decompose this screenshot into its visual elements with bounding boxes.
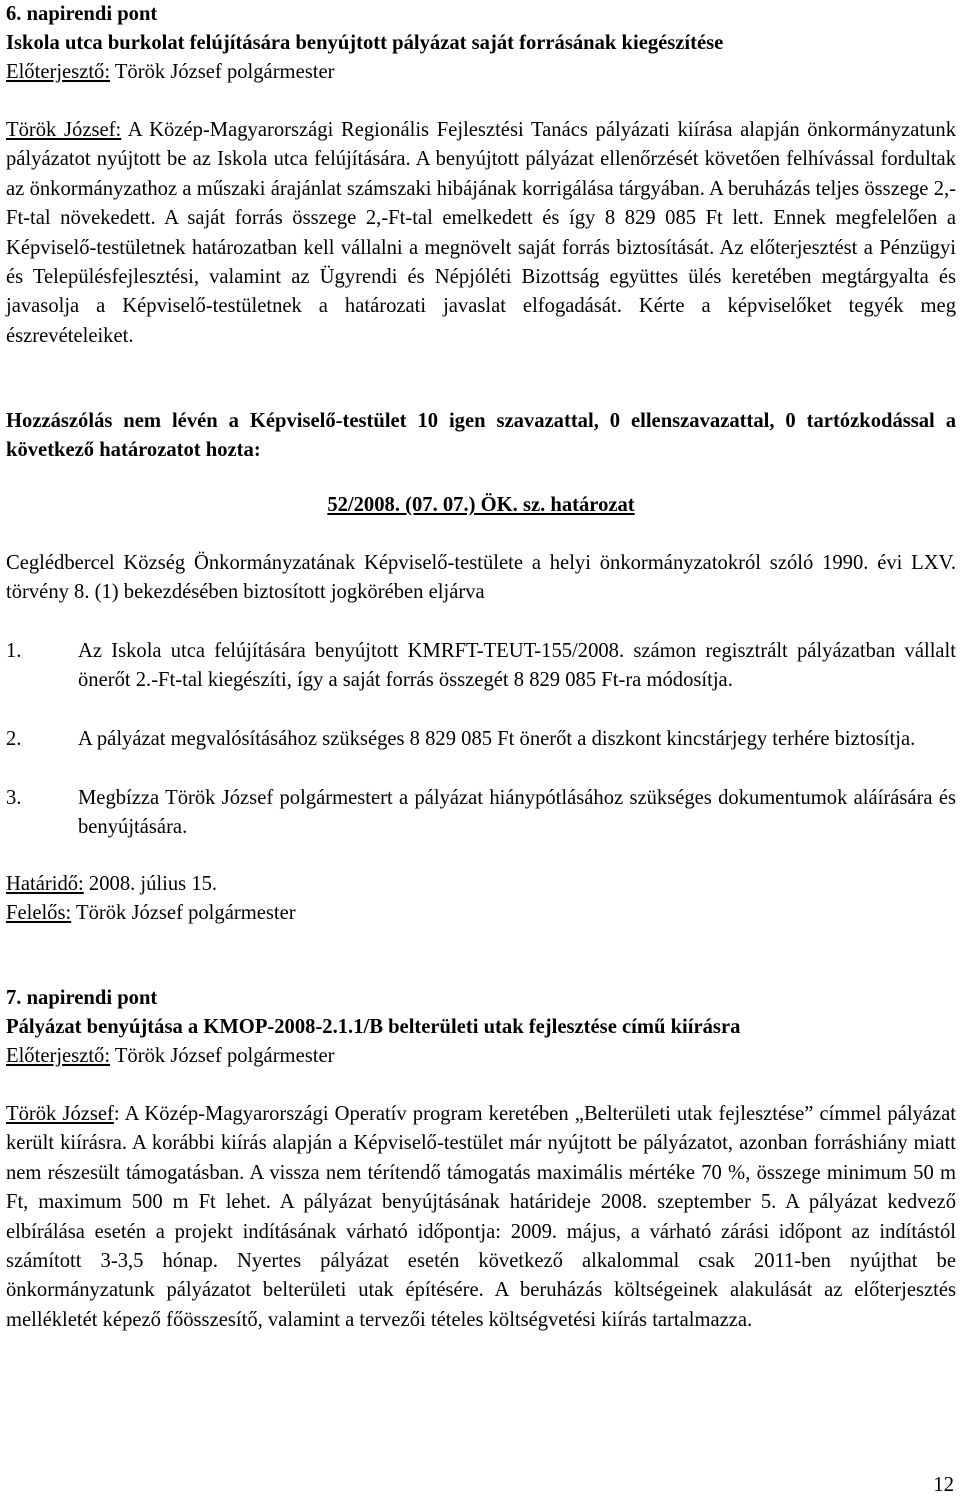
- resolution-preamble: Ceglédbercel Község Önkormányzatának Képviselő-testülete a helyi önkormányzatokról szóló 1990. évi LXV. törvény 8. (1) bekezdésében biztosított jogkörében eljárva: [6, 552, 956, 604]
- presenter-label: Előterjesztő:: [6, 61, 111, 83]
- presenter-name: Török József polgármester: [110, 61, 335, 83]
- resolution-title: 52/2008. (07. 07.) ÖK. sz. határozat: [327, 494, 635, 516]
- item-text: A pályázat megvalósításához szükséges 8 829 085 Ft önerőt a diszkont kincstárjegy terhére biztosítja.: [78, 728, 916, 750]
- section7-speech: [6, 1100, 956, 1335]
- item-text: Az Iskola utca felújítására benyújtott KMRFT-TEUT-155/2008. számon regisztrált pályázatban vállalt önerőt 2.-Ft-tal kiegészíti, így a saját forrás összegét 8 829 085 Ft-ra módosítja.: [78, 640, 956, 692]
- section7-heading: 7. napirendi pont: [6, 987, 158, 1009]
- section6-speech: [6, 116, 956, 351]
- responsible-line: [6, 899, 956, 928]
- speaker-label: Török József: [6, 1103, 114, 1125]
- section6-title: Iskola utca burkolat felújítására benyújtott pályázat saját forrásának kiegészítése: [6, 32, 724, 54]
- item-number: 3.: [6, 787, 22, 809]
- vote-statement: Hozzászólás nem lévén a Képviselő-testület 10 igen szavazattal, 0 ellenszavazattal, 0 tartózkodással a következő határozatot hozta:: [6, 410, 956, 462]
- resolution-items: [6, 637, 956, 837]
- deadline-label: Határidő:: [6, 873, 84, 895]
- section7-title: Pályázat benyújtása a KMOP-2008-2.1.1/B belterületi utak fejlesztése című kiírásra: [6, 1016, 741, 1038]
- presenter-label: Előterjesztő:: [6, 1045, 111, 1067]
- presenter-name: Török József polgármester: [110, 1045, 335, 1067]
- section7-presenter: [6, 1042, 956, 1071]
- item-text: Megbízza Török József polgármestert a pályázat hiánypótlásához szükséges dokumentumok aláírására és benyújtására.: [78, 787, 956, 839]
- responsible-label: Felelős:: [6, 902, 72, 924]
- speaker-label: Török József:: [6, 119, 122, 141]
- deadline-line: [6, 870, 956, 899]
- section6-presenter: [6, 58, 956, 87]
- speech-text: A Közép-Magyarországi Regionális Fejlesztési Tanács pályázati kiírása alapján önkormányzatunk pályázatot nyújtott be az Iskola utca felújítására. A benyújtott pályázat ellenőrzését követően felhívással fordultak az önkormányzathoz a műszaki árajánlat számszaki hibájának korrigálása tárgyában. A beruházás teljes összege 2,-Ft-tal növekedett. A saját forrás összege 2,-Ft-tal emelkedett és így 8 829 085 Ft lett. Ennek megfelelően a Képviselő-testületnek határozatban kell vállalni a megnövelt saját forrás biztosítását. Az előterjesztést a Pénzügyi és Településfejlesztési, valamint az Ügyrendi és Népjóléti Bizottság együttes ülés keretében megtárgyalta és javasolja a Képviselő-testületnek a határozati javaslat elfogadását. Kérte a képviselőket tegyék meg észrevételeiket.: [6, 119, 956, 347]
- deadline-value: 2008. július 15.: [83, 873, 218, 895]
- responsible-value: Török József polgármester: [71, 902, 296, 924]
- item-number: 2.: [6, 728, 22, 750]
- section6-heading: 6. napirendi pont: [6, 3, 158, 25]
- item-number: 1.: [6, 640, 22, 662]
- page-number: 12: [933, 1474, 954, 1496]
- speech-text: : A Közép-Magyarországi Operatív program keretében „Belterületi utak fejlesztése” címmel pályázat került kiírásra. A korábbi kiírás alapján a Képviselő-testület már nyújtott be pályázatot, azonban forráshiány miatt nem részesült támogatásban. A vissza nem térítendő támogatás maximális mértéke 70 %, összege minimum 50 m Ft, maximum 500 m Ft lehet. A pályázat benyújtásának határideje 2008. szeptember 5. A pályázat kedvező elbírálása esetén a projekt indításának várható időpontja: 2009. május, a várható zárási időpont az indítástól számított 3-3,5 hónap. Nyertes pályázat esetén következő alkalommal csak 2011-ben nyújthat be önkormányzatunk pályázatot belterületi utak építésére. A beruházás költségeinek alakulását az előterjesztés mellékletét képező főösszesítő, valamint a tervezői tételes költségvetési kiírás tartalmazza.: [6, 1103, 956, 1331]
